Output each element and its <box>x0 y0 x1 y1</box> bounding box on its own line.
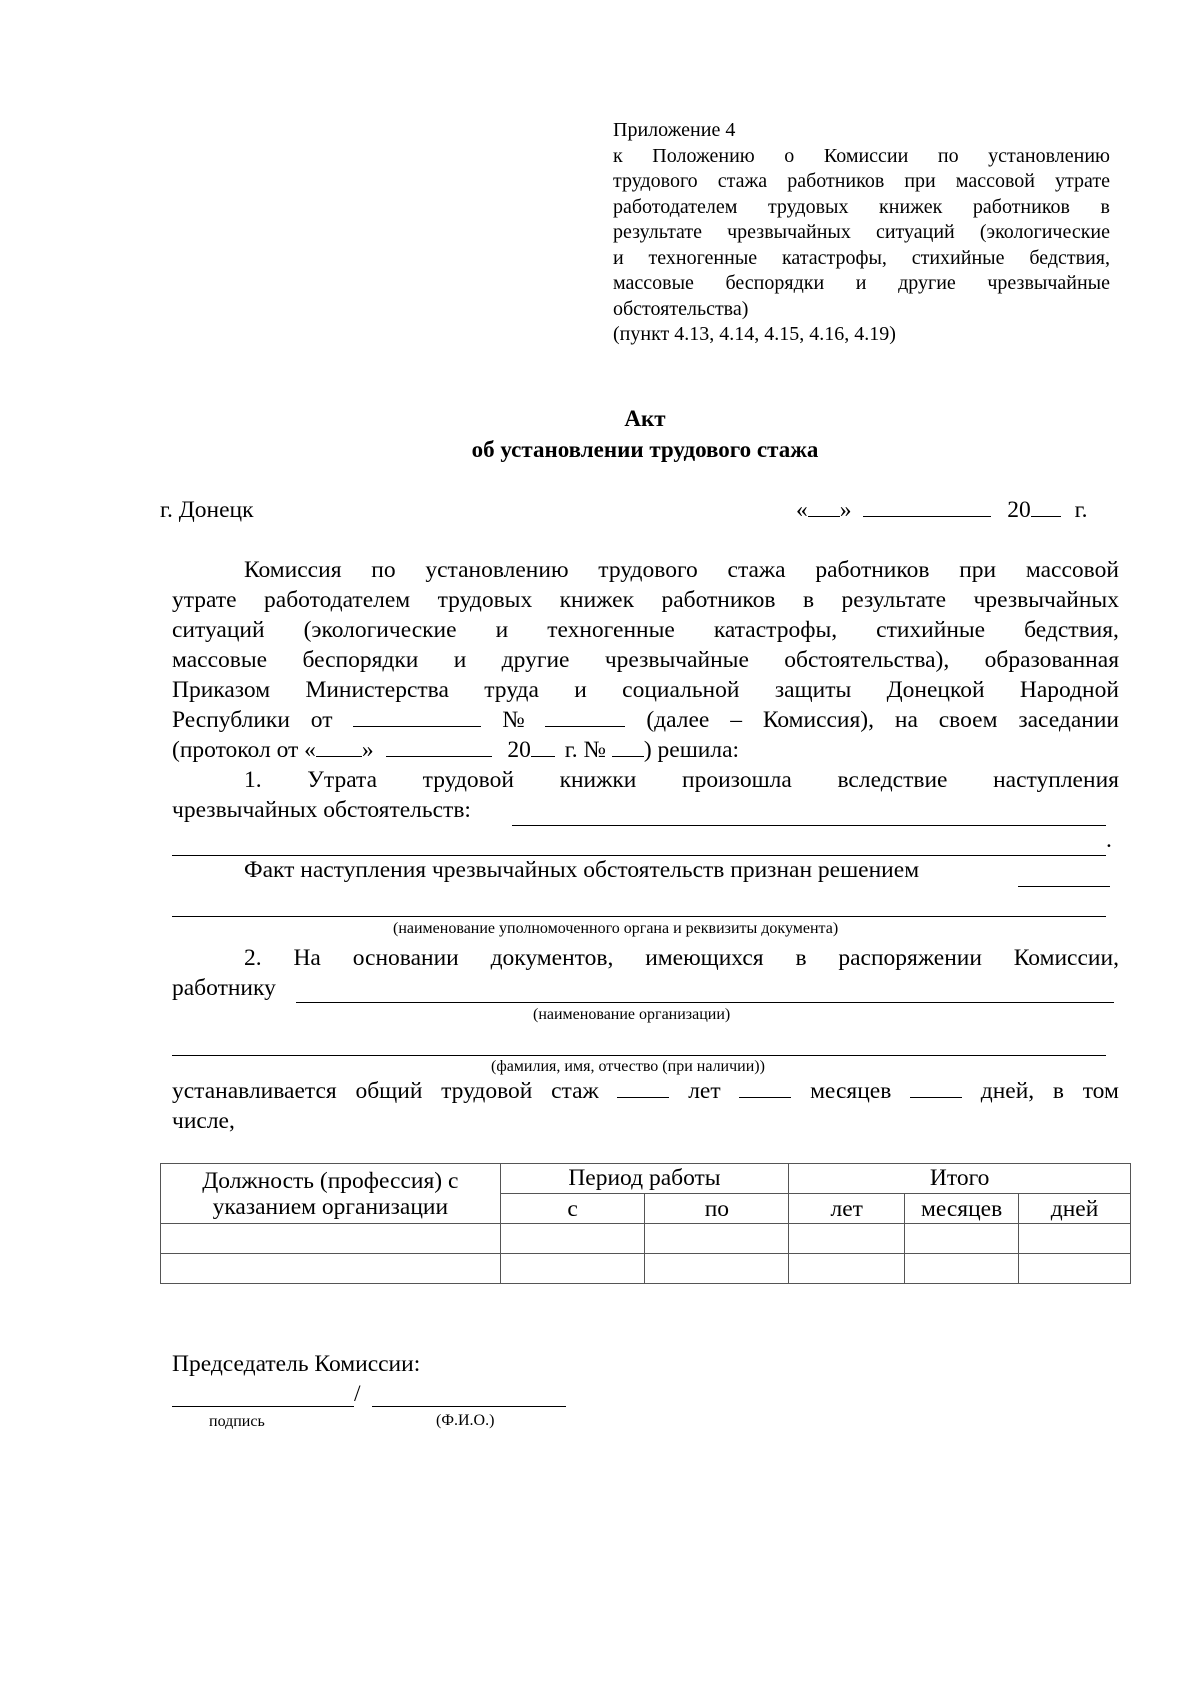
period-mark: . <box>1106 827 1112 853</box>
word: установлению <box>425 557 569 583</box>
signature-blank[interactable] <box>172 1406 354 1407</box>
word: (протокол от « <box>172 737 316 763</box>
months-blank[interactable] <box>739 1096 791 1098</box>
header-period: Период работы <box>500 1164 789 1194</box>
word: Комиссия), <box>762 707 875 733</box>
word: и <box>453 647 467 673</box>
date-open-quote: « <box>796 497 808 523</box>
word: работников <box>815 557 930 583</box>
appendix-line: работодателем трудовых книжек работников в <box>613 195 1110 218</box>
emergency-blank-2[interactable] <box>172 855 1106 856</box>
word: в <box>795 945 807 971</box>
fact-label: Факт наступления чрезвычайных обстоятельств признан решением <box>244 857 920 883</box>
table-cell[interactable] <box>500 1224 645 1254</box>
table-cell[interactable] <box>645 1254 789 1284</box>
table-cell[interactable] <box>905 1224 1019 1254</box>
emergency-label: чрезвычайных обстоятельств: <box>172 797 471 823</box>
word: трудового <box>598 557 698 583</box>
word: своем <box>938 707 998 733</box>
place-label: г. Донецк <box>160 497 254 523</box>
word: чрезвычайных <box>973 587 1119 613</box>
fio-signature-blank[interactable] <box>372 1406 566 1407</box>
paragraph-line <box>172 707 1119 734</box>
word: Донецкой <box>886 677 985 703</box>
word: документов, <box>490 945 614 971</box>
stazh-continuation: числе, <box>172 1108 235 1134</box>
caption-fio-signature: (Ф.И.О.) <box>436 1412 495 1429</box>
appendix-line: массовые беспорядки и другие чрезвычайные <box>613 272 1110 294</box>
protocol-month-blank[interactable] <box>386 755 492 757</box>
word: имеющихся <box>645 945 764 971</box>
paragraph-line <box>172 647 1119 674</box>
word: от <box>310 707 333 733</box>
protocol-day-blank[interactable] <box>316 755 362 757</box>
header-to: по <box>645 1194 789 1224</box>
years-blank[interactable] <box>617 1096 669 1098</box>
table-cell[interactable] <box>789 1224 905 1254</box>
word: Министерства <box>305 677 449 703</box>
table-cell[interactable] <box>1019 1254 1131 1284</box>
word: в <box>802 587 815 613</box>
table-cell[interactable] <box>1019 1224 1131 1254</box>
word: результате <box>841 587 947 613</box>
signature-slash: / <box>354 1381 361 1407</box>
appendix-line: Приложение 4 <box>613 119 736 141</box>
table-cell[interactable] <box>789 1254 905 1284</box>
decision-blank-2[interactable] <box>172 916 1106 917</box>
word: Комиссии, <box>1013 945 1119 971</box>
header-position-line: Должность (профессия) с <box>202 1167 459 1194</box>
word: стихийные <box>876 617 986 643</box>
word: – <box>730 707 742 733</box>
word: массовые <box>172 647 268 673</box>
document-subtitle: об установлении трудового стажа <box>471 437 819 462</box>
organization-blank[interactable] <box>296 1002 1114 1003</box>
employee-label: работнику <box>172 975 276 1001</box>
protocol-year-blank[interactable] <box>531 755 555 757</box>
word: устанавливается <box>172 1078 337 1104</box>
header-months: месяцев <box>905 1194 1019 1224</box>
paragraph-line <box>172 617 1119 644</box>
protocol-number-blank[interactable] <box>612 755 644 757</box>
date-year-prefix: 20 <box>1007 497 1031 523</box>
work-history-table <box>160 1163 1131 1284</box>
order-number-blank[interactable] <box>545 725 625 727</box>
word: стаж <box>551 1078 599 1104</box>
word: в <box>1052 1078 1064 1104</box>
word: на <box>894 707 918 733</box>
stazh-line <box>172 1078 1119 1105</box>
header-position <box>161 1164 501 1224</box>
word: чрезвычайные <box>604 647 749 673</box>
word: и <box>574 677 587 703</box>
paragraph-line <box>172 677 1119 704</box>
word: трудовой <box>422 767 514 793</box>
date-month-blank[interactable] <box>863 515 991 517</box>
table-cell[interactable] <box>500 1254 645 1284</box>
word: вследствие <box>837 767 948 793</box>
emergency-blank-1[interactable] <box>512 825 1106 826</box>
protocol-line <box>172 737 739 764</box>
word: при <box>959 557 997 583</box>
table-row <box>161 1224 1131 1254</box>
word: книжки <box>559 767 637 793</box>
date-line <box>796 497 1088 524</box>
word: 20 <box>507 737 531 763</box>
appendix-line: обстоятельства) <box>613 297 749 320</box>
table-header-row <box>161 1164 1131 1194</box>
word: защиты <box>774 677 852 703</box>
word: катастрофы, <box>713 617 838 643</box>
date-year-suffix: г. <box>1074 497 1088 523</box>
header-total: Итого <box>789 1164 1131 1194</box>
appendix-block <box>613 118 1110 348</box>
date-close-quote: » <box>839 497 852 523</box>
word: дней, <box>980 1078 1035 1104</box>
order-date-blank[interactable] <box>353 725 481 727</box>
table-cell[interactable] <box>161 1254 501 1284</box>
word: Народной <box>1019 677 1119 703</box>
days-blank[interactable] <box>910 1096 962 1098</box>
decision-blank-1[interactable] <box>1018 886 1110 887</box>
appendix-line: к Положению о Комиссии по установлению <box>613 144 1110 167</box>
word: работников <box>661 587 776 613</box>
word: техногенные <box>547 617 675 643</box>
word: » <box>361 737 374 763</box>
word: № <box>502 707 525 733</box>
header-from: с <box>500 1194 645 1224</box>
word: наступления <box>993 767 1119 793</box>
word: работодателем <box>264 587 411 613</box>
table-cell[interactable] <box>905 1254 1019 1284</box>
word: месяцев <box>810 1078 892 1104</box>
word: распоряжении <box>838 945 982 971</box>
word: (далее <box>646 707 710 733</box>
word: бедствия, <box>1024 617 1119 643</box>
word: заседании <box>1018 707 1119 733</box>
table-cell[interactable] <box>161 1224 501 1254</box>
appendix-line: и техногенные катастрофы, стихийные бедствия, <box>613 246 1110 269</box>
paragraph-line <box>244 557 1119 584</box>
caption-organization: (наименование организации) <box>533 1006 731 1023</box>
word: том <box>1082 1078 1119 1104</box>
caption-signature: подпись <box>209 1413 265 1430</box>
word: образованная <box>984 647 1119 673</box>
word: трудовой <box>441 1078 533 1104</box>
word: ) решила: <box>643 737 740 763</box>
caption-authority: (наименование уполномоченного органа и реквизиты документа) <box>393 920 839 937</box>
word: 1. <box>244 767 262 793</box>
word: На <box>293 945 321 971</box>
word: Комиссия <box>244 557 342 583</box>
appendix-line: трудового стажа работников при массовой утрате <box>613 170 1110 192</box>
word: основании <box>352 945 459 971</box>
word: лет <box>688 1078 721 1104</box>
header-position-line: указанием организации <box>212 1193 449 1220</box>
word: по <box>371 557 396 583</box>
caption-fio: (фамилия, имя, отчество (при наличии)) <box>491 1058 765 1075</box>
word: обстоятельства), <box>784 647 950 673</box>
date-day-blank[interactable] <box>808 515 840 517</box>
appendix-line: (пункт 4.13, 4.14, 4.15, 4.16, 4.19) <box>613 323 896 345</box>
date-year-blank[interactable] <box>1031 515 1061 517</box>
document-title: Акт <box>624 406 666 431</box>
fio-blank[interactable] <box>172 1055 1106 1056</box>
word: Республики <box>172 707 290 733</box>
word: и <box>495 617 509 643</box>
word: книжек <box>559 587 634 613</box>
word: массовой <box>1025 557 1119 583</box>
word: Приказом <box>172 677 271 703</box>
word: утрате <box>172 587 237 613</box>
table-cell[interactable] <box>645 1224 789 1254</box>
word: беспорядки <box>302 647 419 673</box>
word: Утрата <box>307 767 378 793</box>
word: г. № <box>564 737 606 763</box>
word: ситуаций <box>172 617 265 643</box>
word: другие <box>501 647 570 673</box>
header-years: лет <box>789 1194 905 1224</box>
table-row <box>161 1254 1131 1284</box>
paragraph-line <box>172 587 1119 614</box>
paragraph-line <box>244 767 1119 794</box>
header-days: дней <box>1019 1194 1131 1224</box>
appendix-line: результате чрезвычайных ситуаций (экологические <box>613 221 1110 243</box>
word: произошла <box>682 767 792 793</box>
word: 2. <box>244 945 262 971</box>
chairman-label: Председатель Комиссии: <box>172 1351 421 1377</box>
word: общий <box>355 1078 423 1104</box>
word: (экологические <box>303 617 457 643</box>
word: труда <box>484 677 539 703</box>
word: трудовых <box>437 587 533 613</box>
paragraph-line <box>244 945 1119 972</box>
word: социальной <box>622 677 740 703</box>
word: стажа <box>727 557 786 583</box>
